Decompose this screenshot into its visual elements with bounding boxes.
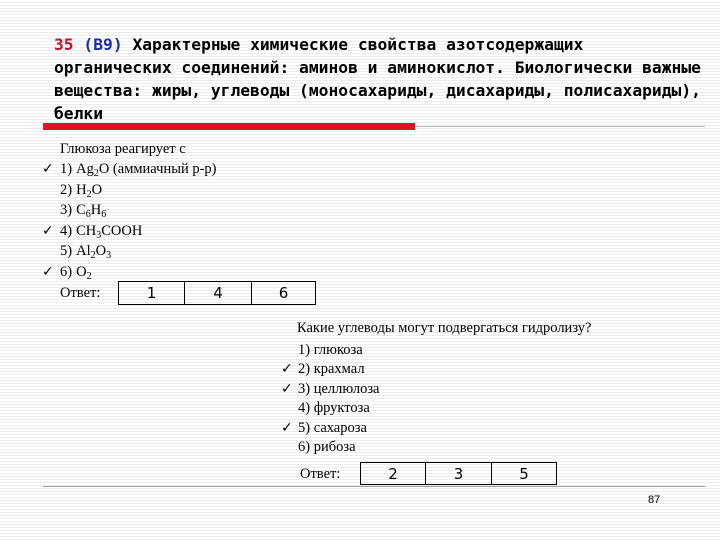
checkmark-icon: ✓: [281, 419, 293, 436]
task1-option: [60, 263, 92, 283]
task2-option: 3) целлюлоза: [298, 380, 380, 397]
footer-divider-line: [43, 486, 705, 487]
option-number: 4): [60, 222, 73, 239]
task2-question: Какие углеводы могут подвергаться гидролизу?: [297, 320, 592, 336]
formula-text: Ag: [76, 161, 94, 177]
formula-text: O (аммиачный р-р): [98, 161, 217, 177]
task1-option: [60, 201, 106, 221]
checkmark-icon: ✓: [42, 263, 54, 280]
formula-text: C: [76, 202, 86, 218]
option-number: 1): [60, 161, 73, 177]
answer-cell: 3: [426, 463, 492, 485]
formula-subscript: 3: [106, 250, 112, 261]
task1-question: Глюкоза реагирует с: [60, 141, 186, 157]
answer-cell: 4: [185, 282, 252, 305]
formula-text: O: [76, 263, 87, 280]
title-underline-bar: [43, 123, 415, 130]
task2-option: 1) глюкоза: [298, 342, 363, 358]
task1-option: [60, 160, 217, 180]
title-text: Характерные химические свойства азотсодержащих органических соединений: аминов и аминокислот. Биологически важные вещества: жиры, углеводы (моносахариды, дисахариды, полисахариды), белки: [54, 35, 711, 123]
task2-answer-label: Ответ:: [300, 466, 341, 482]
checkmark-icon: ✓: [42, 161, 54, 177]
formula-subscript: 3: [96, 229, 102, 241]
task1-answer-label: Ответ:: [60, 285, 101, 301]
formula-text: Al: [76, 243, 91, 259]
answer-cell: 6: [252, 282, 316, 305]
task2-option: 4) фруктоза: [298, 400, 370, 417]
task1-option: [60, 242, 111, 262]
option-number: 2): [60, 181, 73, 198]
formula-subscript: 2: [90, 250, 96, 261]
formula-text: COOH: [101, 222, 143, 239]
answer-cell: 2: [361, 463, 426, 485]
formula-subscript: 6: [85, 209, 91, 220]
task1-option: [60, 222, 142, 242]
checkmark-icon: ✓: [281, 380, 293, 397]
formula-text: H: [90, 202, 102, 218]
task2-option: 5) сахароза: [298, 419, 367, 436]
formula-text: CH: [76, 222, 97, 239]
task1-option: [60, 181, 102, 201]
checkmark-icon: ✓: [281, 361, 293, 378]
option-number: 5): [60, 243, 73, 259]
answer-cell: 1: [119, 282, 185, 305]
task1-answer-table: [118, 281, 316, 305]
formula-subscript: 6: [101, 209, 107, 220]
slide-title: [54, 33, 711, 125]
formula-text: O: [91, 181, 103, 198]
formula-text: H: [76, 181, 87, 198]
option-number: 3): [60, 202, 73, 218]
task2-answer-table: [360, 462, 557, 485]
answer-cell: 5: [492, 463, 557, 485]
formula-subscript: 2: [93, 168, 99, 179]
page-number: 87: [648, 494, 661, 506]
task-number: 35: [54, 35, 74, 54]
task2-option: 2) крахмал: [298, 361, 365, 378]
formula-text: O: [95, 243, 107, 259]
formula-subscript: 2: [86, 270, 92, 282]
task2-option: 6) рибоза: [298, 439, 356, 455]
task-code: (B9): [83, 35, 123, 54]
title-divider-line: [415, 126, 705, 127]
formula-subscript: 2: [86, 188, 92, 200]
option-number: 6): [60, 263, 73, 280]
checkmark-icon: ✓: [42, 222, 54, 239]
